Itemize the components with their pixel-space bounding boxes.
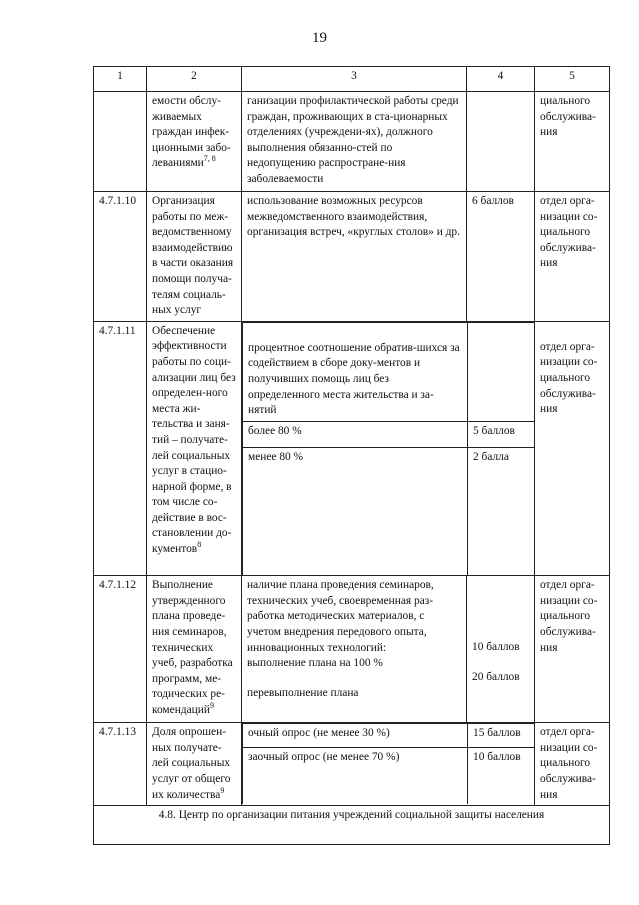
criterion-description: [242, 576, 467, 723]
sub-row: [243, 322, 535, 421]
criterion-description: использование возможных ресурсов межведомственного взаимодействия, организация встреч, «круглых столов» и др.: [242, 192, 467, 322]
item-number: 4.7.1.10: [94, 192, 147, 322]
criterion-name: Выполнение утвержденного плана проведе-ния семинаров, технических учеб, разработка программ, ме-тодических ре-комендаций$^9$: [147, 576, 242, 723]
criterion-subtable: [242, 723, 535, 804]
responsible-department: отдел орга-низации со-циального обслужива-ния: [535, 192, 610, 322]
score: 20 баллов: [472, 670, 520, 683]
criterion-name: Организация работы по меж-ведомственному взаимодействию в части оказания помощи получа-телям социаль-ных услуг: [147, 192, 242, 322]
criterion-option: более 80 %: [243, 421, 468, 447]
item-number: 4.7.1.12: [94, 576, 147, 723]
criterion-option: очный опрос (не менее 30 %): [243, 724, 468, 748]
score: 10 баллов: [472, 641, 520, 654]
criteria-table: [93, 66, 610, 845]
score: 2 балла: [468, 447, 535, 575]
criterion-subtable-cell: [242, 723, 535, 806]
header-cell: 2: [147, 67, 242, 92]
page-number: 19: [312, 30, 327, 46]
criterion-option: выполнение плана на 100 %: [247, 657, 383, 670]
sub-row: [243, 724, 535, 748]
sub-row: [243, 421, 535, 447]
score: 5 баллов: [468, 421, 535, 447]
header-cell: 4: [467, 67, 535, 92]
criterion-option: менее 80 %: [243, 447, 468, 575]
score-cell: [467, 576, 535, 723]
score: 6 баллов: [467, 192, 535, 322]
criterion-option: заочный опрос (не менее 70 %): [243, 748, 468, 804]
criterion-name: Обеспечение эффективности работы по соци-ализации лиц без определен-ного места жи-тельства и заня-тий – получате-лей социальных услуг в стацио-нарной форме, в том числе со-действие в вос-становлении до-кументов$^8$: [147, 321, 242, 575]
section-title: 4.8. Центр по организации питания учреждений социальной защиты населения: [94, 806, 610, 845]
criterion-option: перевыполнение плана: [247, 686, 359, 699]
header-cell: 3: [242, 67, 467, 92]
item-number: 4.7.1.13: [94, 723, 147, 806]
sub-row: [243, 748, 535, 804]
item-number: [94, 92, 147, 192]
sub-row: [243, 447, 535, 575]
criterion-name: емости обслу-живаемых граждан инфек-ционными забо-леваниями$^{7, 8}$: [147, 92, 242, 192]
item-number: 4.7.1.11: [94, 321, 147, 575]
criterion-subtable: [242, 322, 535, 575]
header-cell: 1: [94, 67, 147, 92]
score: 15 баллов: [468, 724, 535, 748]
table-header-row: [94, 67, 610, 92]
responsible-department: отдел орга-низации со-циального обслужива-ния: [535, 321, 610, 575]
responsible-department: отдел орга-низации со-циального обслужива-ния: [535, 576, 610, 723]
criterion-description: процентное соотношение обратив-шихся за содействием в сборе доку-ментов и получивших помощь лиц без определенного места жительства и за-нятий: [243, 322, 468, 421]
table-row: [94, 92, 610, 192]
table-row: [94, 576, 610, 723]
responsible-department: циального обслужива-ния: [535, 92, 610, 192]
score: 10 баллов: [468, 748, 535, 804]
criterion-subtable-cell: [242, 321, 535, 575]
criterion-text: наличие плана проведения семинаров, технических учеб, своевременная раз-работка методических материалов, с учетом внедрения передового опыта, инновационных технологий:: [247, 579, 434, 654]
criterion-name: Доля опрошен-ных получате-лей социальных услуг от общего их количества$^9$: [147, 723, 242, 806]
score: [467, 92, 535, 192]
responsible-department: отдел орга-низации со-циального обслужива-ния: [535, 723, 610, 806]
criterion-description: ганизации профилактической работы среди граждан, проживающих в ста-ционарных отделениях (учреждени-ях), должного выполнения обязанно-стей по недопущению распростране-ния заболеваемости: [242, 92, 467, 192]
table-row: [94, 192, 610, 322]
section-row: [94, 806, 610, 845]
header-cell: 5: [535, 67, 610, 92]
table-row: [94, 723, 610, 806]
table-row: [94, 321, 610, 575]
score: [468, 322, 535, 421]
